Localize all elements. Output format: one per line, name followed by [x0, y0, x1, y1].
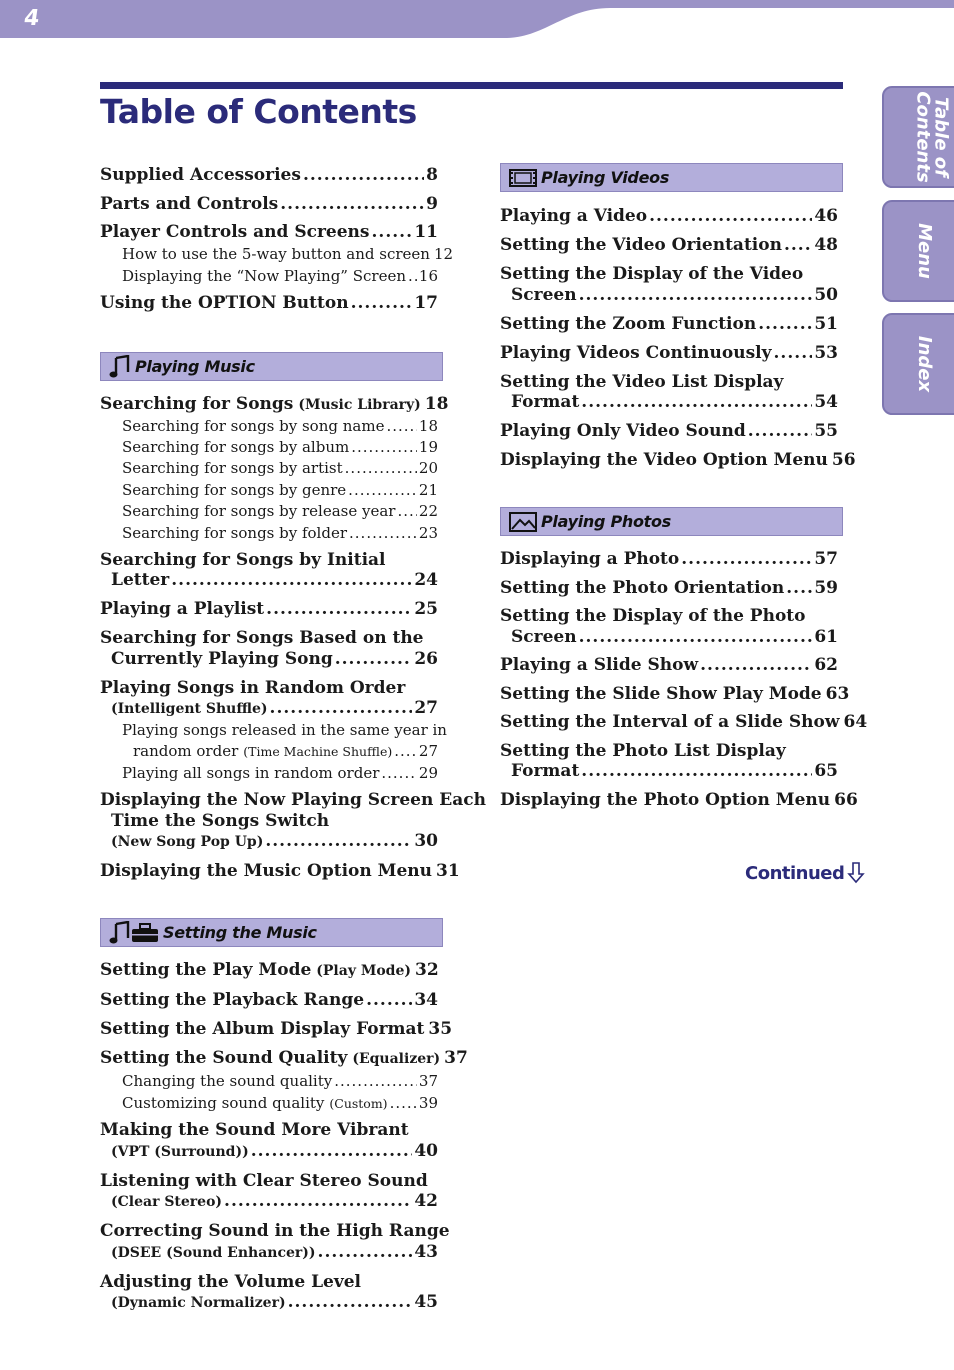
toc-leader [345, 458, 417, 479]
toc-page: 30 [414, 831, 438, 852]
photo-icon [509, 512, 537, 532]
toc-page: 23 [418, 523, 438, 542]
toc-title: Displaying the Photo Option Menu [500, 789, 831, 810]
toc-title: Searching for Songs Based on the [100, 628, 424, 649]
toc-entry[interactable] [100, 861, 460, 882]
toc-line [100, 293, 442, 314]
toc-line [122, 416, 442, 437]
toc-page: 48 [814, 235, 838, 255]
toc-note: (DSEE (Sound Enhancer)) [111, 1244, 316, 1261]
toc-leader [318, 1242, 413, 1263]
toc-line [100, 628, 442, 649]
section-header-playing-music [100, 352, 443, 381]
toc-line [122, 266, 442, 287]
toc-title: Setting the Video Orientation [500, 235, 782, 255]
toc-group-photo [500, 549, 868, 810]
toc-line [500, 741, 842, 762]
toc-line [100, 1171, 442, 1192]
toc-leader [784, 235, 812, 256]
section-playing-videos [500, 163, 843, 192]
toc-title: How to use the 5-way button and screen [122, 244, 430, 263]
toc-note: (Music Library) [298, 397, 421, 413]
toc-title: Setting the Slide Show Play Mode [500, 683, 822, 704]
toc-subentry[interactable] [100, 720, 447, 763]
toc-title: Searching for songs by artist [122, 459, 343, 478]
toc-page: 56 [831, 450, 856, 470]
toc-group-general [100, 165, 454, 314]
toc-page: 39 [418, 1093, 438, 1112]
toc-leader [408, 266, 417, 287]
toc-page: 46 [814, 206, 838, 226]
toc-note: (Intelligent Shuffle) [111, 701, 268, 718]
toc-title: Displaying a Photo [500, 549, 680, 569]
toc-leader [581, 761, 812, 782]
toc-title: Playing songs released in the same year in [122, 720, 447, 739]
section-title: Setting the Music [163, 923, 317, 942]
section-setting-music [100, 918, 443, 947]
toc-title: Correcting Sound in the High Range [100, 1221, 450, 1242]
toc-leader [748, 421, 813, 442]
toc-page: 12 [433, 244, 454, 263]
toc-leader [349, 523, 417, 544]
toc-leader [335, 649, 413, 670]
toc-entry[interactable] [100, 1019, 453, 1040]
toc-entry[interactable] [100, 678, 442, 720]
toc-line [100, 990, 442, 1011]
toc-page: 55 [814, 421, 838, 441]
toc-title: Customizing sound quality [122, 1093, 325, 1112]
toc-note: (Custom) [329, 1095, 388, 1111]
toc-line [122, 480, 442, 501]
toc-entry[interactable] [100, 222, 442, 243]
toc-title: Changing the sound quality [122, 1071, 333, 1090]
toc-note: (Time Machine Shuffle) [243, 744, 393, 760]
title-rule [100, 82, 843, 89]
toc-page: 59 [814, 577, 838, 598]
toc-entry[interactable] [500, 578, 842, 599]
toc-subentry[interactable] [100, 458, 442, 479]
toc-title-cont: Letter [111, 570, 170, 591]
tab-menu[interactable] [882, 200, 954, 302]
toc-line [100, 550, 442, 571]
music-note-icon [109, 921, 131, 945]
toc-line [500, 285, 842, 306]
tab-index[interactable] [882, 313, 954, 415]
toc-title: Listening with Clear Stereo Sound [100, 1170, 428, 1191]
toc-line [100, 1048, 468, 1070]
toc-line [100, 1141, 442, 1163]
toc-line [122, 720, 447, 741]
toc-line [100, 1292, 442, 1314]
toc-page: 45 [414, 1292, 438, 1313]
toc-page: 54 [814, 392, 838, 412]
toc-title: Playing a Playlist [100, 599, 265, 620]
toc-leader [394, 741, 417, 762]
toc-page: 53 [814, 342, 838, 363]
toc-page: 43 [414, 1241, 438, 1262]
toc-title-cont: Format [511, 392, 580, 412]
toc-group-video [500, 206, 856, 471]
toc-title: Playing all songs in random order [122, 763, 380, 782]
toc-page: 29 [418, 763, 438, 782]
toc-group-setting [100, 960, 468, 1314]
toc-page: 11 [414, 222, 438, 242]
toc-leader [579, 285, 813, 306]
toc-note: (Equalizer) [352, 1051, 441, 1067]
toc-entry[interactable] [500, 683, 850, 705]
toc-leader [579, 627, 813, 648]
toc-subentry[interactable] [100, 416, 442, 437]
toc-title: Playing Only Video Sound [500, 421, 746, 441]
toc-title: Searching for songs by folder [122, 523, 348, 542]
toc-page: 57 [814, 549, 838, 569]
toc-leader [390, 1093, 417, 1114]
toc-line [500, 606, 842, 627]
toc-page: 18 [418, 416, 438, 435]
section-title: Playing Videos [541, 168, 670, 187]
toc-leader [351, 293, 413, 314]
toc-line [122, 244, 454, 265]
toc-leader [371, 222, 412, 243]
toc-title: Player Controls and Screens [100, 222, 370, 242]
toc-entry[interactable] [500, 712, 868, 733]
toc-title-cont: Currently Playing Song [111, 648, 333, 669]
toc-subentry[interactable] [100, 437, 442, 458]
toc-leader [366, 990, 412, 1011]
toc-entry[interactable] [100, 1120, 442, 1162]
toc-title: Setting the Album Display Format [100, 1019, 425, 1039]
toc-title: Setting the Zoom Function [500, 313, 757, 334]
page-title: Table of Contents [100, 92, 417, 131]
toc-leader [171, 570, 412, 591]
tab-table-of-contents[interactable] [882, 86, 954, 188]
toc-line [100, 1191, 442, 1213]
toc-line [100, 649, 442, 670]
toc-line [122, 523, 442, 544]
toc-leader [334, 1071, 417, 1092]
toc-subentry[interactable] [100, 1071, 442, 1092]
toc-leader [303, 165, 424, 186]
toc-title: Setting the Photo List Display [500, 740, 786, 761]
toc-page: 27 [414, 698, 438, 719]
toc-page: 62 [814, 655, 838, 675]
toc-page: 31 [436, 861, 460, 882]
toc-entry[interactable] [500, 606, 842, 647]
toc-page: 37 [418, 1071, 438, 1090]
toc-page: 65 [814, 761, 838, 781]
section-header-setting-music [100, 918, 443, 947]
toc-leader [348, 480, 417, 501]
toc-title: Displaying the Music Option Menu [100, 861, 433, 882]
toc-group-music [100, 394, 486, 882]
toc-title-cont: Screen [511, 626, 577, 647]
toc-page: 21 [418, 480, 438, 499]
toc-title: Setting the Display of the Video [500, 264, 804, 284]
toc-entry[interactable] [500, 372, 842, 413]
toc-entry[interactable] [500, 789, 858, 811]
toc-line [500, 421, 842, 442]
toc-line [100, 222, 442, 243]
toc-line [500, 712, 868, 733]
toc-title: Parts and Controls [100, 193, 279, 214]
toc-leader [774, 343, 813, 364]
toc-page: 17 [414, 293, 438, 314]
toc-line [100, 570, 442, 591]
toc-subentry[interactable] [100, 244, 454, 265]
section-playing-music [100, 352, 443, 381]
toc-entry[interactable] [500, 549, 842, 570]
toc-leader [351, 437, 417, 458]
toc-line [500, 683, 850, 705]
toc-leader [381, 763, 417, 784]
toc-title: Playing Videos Continuously [500, 342, 772, 363]
toc-line [100, 165, 442, 186]
toc-line [122, 1093, 442, 1114]
toc-page: 64 [843, 712, 868, 732]
toc-leader [265, 831, 412, 852]
toc-note: (Play Mode) [316, 963, 411, 979]
toc-page: 22 [418, 502, 438, 521]
toc-page: 61 [814, 626, 838, 647]
toc-page: 63 [825, 683, 850, 704]
toc-line [122, 437, 442, 458]
toc-line [100, 599, 442, 620]
toc-entry[interactable] [500, 655, 842, 676]
toc-line [100, 678, 442, 699]
toc-leader [266, 599, 412, 620]
toc-line [500, 655, 842, 676]
toc-title: Setting the Playback Range [100, 990, 365, 1010]
toc-line [122, 763, 442, 784]
toc-entry[interactable] [500, 421, 842, 442]
toc-entry[interactable] [100, 599, 442, 620]
toc-entry[interactable] [100, 394, 449, 416]
toc-title: Adjusting the Volume Level [100, 1271, 362, 1292]
toc-page: 27 [418, 742, 438, 761]
toc-title-cont: random order [133, 742, 239, 761]
toc-line [100, 1120, 442, 1141]
toc-subentry[interactable] [100, 266, 442, 287]
toc-page: 24 [414, 570, 438, 591]
toc-entry[interactable] [500, 235, 842, 256]
toc-title: Displaying the Now Playing Screen Each [100, 790, 486, 811]
header-band [0, 0, 954, 40]
toc-line [100, 831, 442, 853]
toc-line [100, 960, 442, 982]
continued-link[interactable] [745, 862, 865, 884]
toc-line [500, 314, 842, 335]
toc-line [100, 698, 442, 720]
toc-title: Using the OPTION Button [100, 293, 349, 314]
toc-line [100, 811, 442, 832]
toc-leader [581, 392, 812, 413]
toc-line [100, 1272, 442, 1293]
toc-entry[interactable] [100, 1221, 450, 1263]
toc-line [500, 392, 842, 413]
toc-line [500, 789, 858, 811]
toc-leader [224, 1191, 412, 1212]
toc-page: 32 [415, 960, 439, 980]
toc-note: (Clear Stereo) [111, 1194, 223, 1211]
toc-entry[interactable] [100, 165, 442, 186]
toc-page: 66 [834, 789, 858, 810]
toc-title: Searching for Songs by Initial [100, 549, 386, 570]
toc-leader [251, 1141, 413, 1162]
toc-line [122, 501, 442, 522]
toc-line [500, 627, 842, 648]
toc-leader [786, 578, 812, 599]
toc-title-cont: Time the Songs Switch [111, 810, 330, 831]
toc-page: 19 [418, 437, 438, 456]
toc-line [100, 1019, 453, 1040]
toc-leader [681, 549, 812, 570]
toc-title: Setting the Play Mode [100, 960, 312, 980]
toc-line [122, 458, 442, 479]
toc-line [100, 394, 449, 416]
toc-title: Making the Sound More Vibrant [100, 1120, 409, 1141]
toc-leader [700, 655, 812, 676]
toc-title: Searching for songs by album [122, 437, 350, 456]
toc-line [500, 549, 842, 570]
toc-leader [649, 206, 812, 227]
toc-page: 37 [444, 1048, 468, 1068]
toc-entry[interactable] [500, 741, 842, 782]
toc-line [500, 235, 842, 256]
toc-page: 18 [424, 394, 449, 414]
toc-leader [270, 698, 413, 719]
toc-title: Searching for songs by release year [122, 502, 396, 521]
toc-title: Setting the Display of the Photo [500, 606, 806, 626]
toc-entry[interactable] [500, 450, 856, 471]
toc-leader [386, 416, 416, 437]
toc-line [500, 206, 842, 227]
toolbox-icon [131, 922, 159, 944]
toc-line [500, 761, 842, 782]
toc-entry[interactable] [100, 194, 442, 215]
toc-page: 8 [426, 165, 438, 185]
toc-leader [288, 1292, 413, 1313]
toc-title-cont: Format [511, 761, 580, 781]
section-playing-photos [500, 507, 843, 536]
toc-page: 26 [414, 648, 438, 669]
toc-title: Playing a Video [500, 206, 648, 226]
toc-subentry[interactable] [100, 1093, 442, 1114]
toc-title: Displaying the “Now Playing” Screen [122, 266, 406, 285]
toc-page: 16 [418, 266, 438, 285]
toc-entry[interactable] [100, 628, 442, 669]
toc-line [500, 372, 842, 393]
toc-entry[interactable] [100, 1048, 468, 1070]
toc-leader [397, 501, 416, 522]
continued-label: Continued [745, 862, 845, 884]
toc-subentry[interactable] [100, 501, 442, 522]
film-icon [509, 169, 537, 187]
toc-note: (VPT (Surround)) [111, 1143, 249, 1160]
tab-label: Menu [913, 223, 935, 279]
toc-note: (New Song Pop Up) [111, 834, 264, 851]
toc-line [500, 450, 856, 471]
toc-entry[interactable] [100, 990, 442, 1011]
toc-page: 40 [414, 1140, 438, 1161]
toc-entry[interactable] [100, 1171, 442, 1213]
section-title: Playing Photos [541, 512, 671, 531]
toc-leader [758, 314, 812, 335]
toc-page: 25 [414, 599, 438, 620]
toc-line [122, 1071, 442, 1092]
toc-title: Playing Songs in Random Order [100, 677, 406, 698]
toc-subentry[interactable] [100, 480, 442, 501]
tab-label: Table of Contents [912, 91, 952, 183]
toc-title: Setting the Photo Orientation [500, 577, 785, 598]
toc-subentry[interactable] [100, 523, 442, 544]
toc-page: 20 [418, 459, 438, 478]
toc-title: Setting the Sound Quality [100, 1048, 348, 1068]
toc-page: 35 [428, 1019, 453, 1039]
toc-title: Supplied Accessories [100, 165, 301, 185]
toc-line [100, 790, 486, 811]
toc-page: 51 [814, 313, 838, 334]
toc-entry[interactable] [500, 264, 842, 305]
section-header-playing-videos [500, 163, 843, 192]
arrow-down-icon [847, 862, 865, 884]
toc-line [500, 264, 842, 285]
music-note-icon [109, 355, 131, 379]
toc-line [100, 1221, 450, 1242]
toc-title: Displaying the Video Option Menu [500, 450, 828, 470]
toc-title: Searching for songs by song name [122, 416, 385, 435]
toc-entry[interactable] [100, 790, 486, 853]
toc-page: 9 [426, 193, 438, 214]
toc-leader [280, 194, 424, 215]
toc-page: 50 [814, 284, 838, 305]
toc-page: 42 [414, 1191, 438, 1212]
section-title: Playing Music [135, 357, 255, 376]
toc-entry[interactable] [500, 314, 842, 335]
section-header-playing-photos [500, 507, 843, 536]
toc-title: Searching for Songs [100, 394, 294, 414]
toc-subentry[interactable] [100, 763, 442, 784]
toc-title: Setting the Video List Display [500, 371, 784, 392]
toc-entry[interactable] [500, 343, 842, 364]
toc-line [100, 194, 442, 215]
toc-line [500, 578, 842, 599]
toc-note: (Dynamic Normalizer) [111, 1295, 286, 1312]
toc-title: Setting the Interval of a Slide Show [500, 712, 840, 732]
toc-page: 34 [414, 990, 438, 1010]
toc-entry[interactable] [100, 1272, 442, 1314]
toc-line [100, 1242, 442, 1264]
toc-entry[interactable] [500, 206, 842, 227]
toc-line [122, 741, 442, 762]
toc-title: Playing a Slide Show [500, 655, 699, 675]
toc-line [500, 343, 842, 364]
toc-entry[interactable] [100, 550, 442, 591]
toc-entry[interactable] [100, 293, 442, 314]
toc-title: Searching for songs by genre [122, 480, 347, 499]
toc-title-cont: Screen [511, 284, 577, 305]
toc-entry[interactable] [100, 960, 442, 982]
toc-line [100, 861, 460, 882]
page-number: 4 [22, 6, 42, 31]
tab-label: Index [914, 335, 936, 393]
